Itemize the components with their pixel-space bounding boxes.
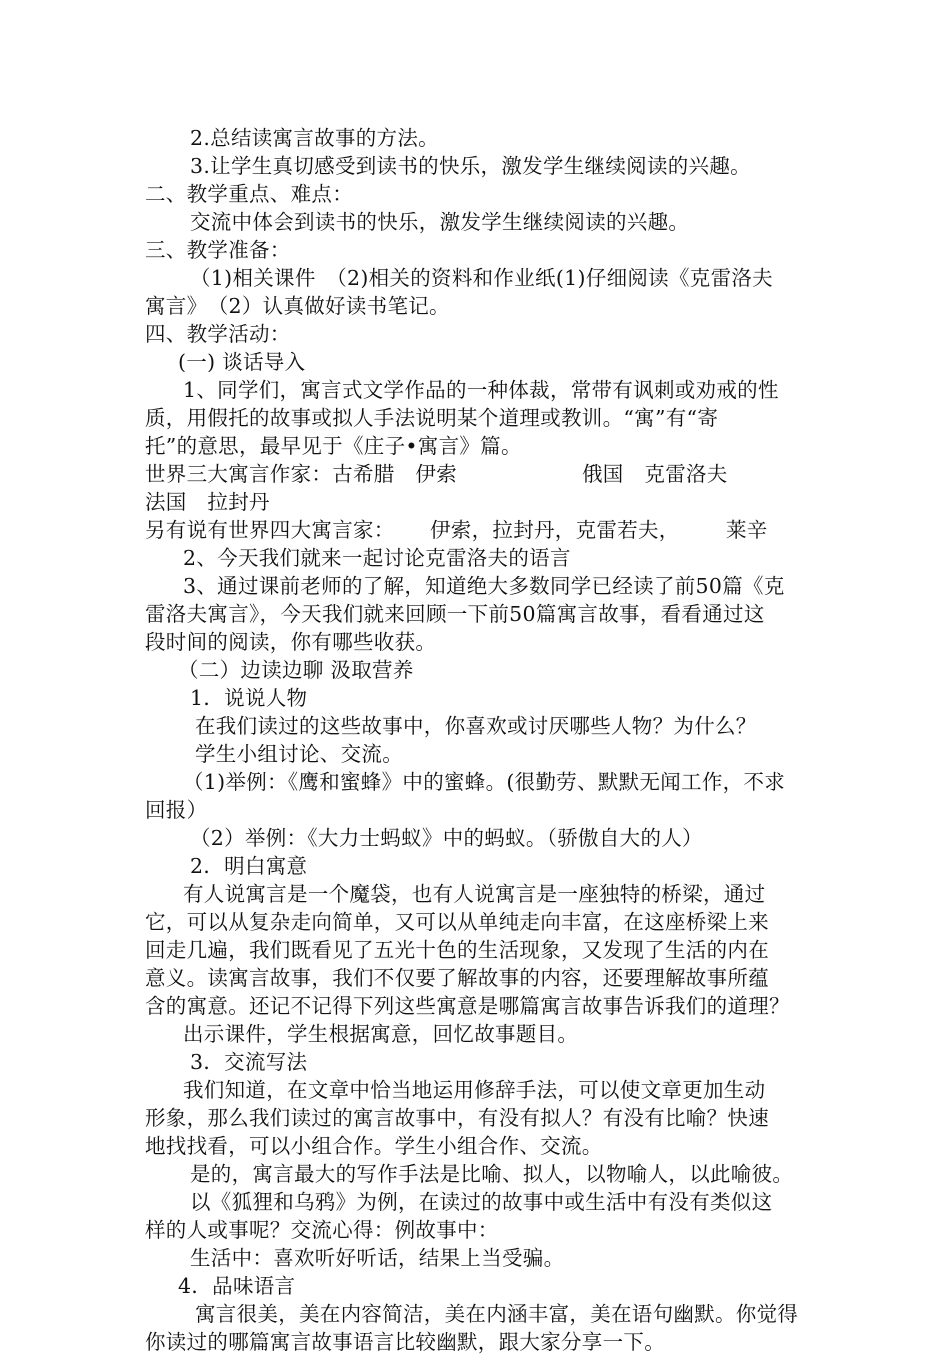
paragraph-line: 形象，那么我们读过的寓言故事中，有没有拟人？有没有比喻？快速 — [145, 1106, 769, 1130]
paragraph-line: 寓言很美，美在内容简洁，美在内涵丰富，美在语句幽默。你觉得 — [195, 1302, 799, 1326]
item-heading-characters: 1．说说人物 — [190, 686, 308, 710]
paragraph-line: 我们知道，在文章中恰当地运用修辞手法，可以使文章更加生动 — [183, 1078, 766, 1102]
four-fabulists-names: 伊索，拉封丹，克雷若夫， — [430, 518, 680, 542]
example-1: （1)举例：《鹰和蜜蜂》中的蜜蜂。(很勤劳、默默无闻工作，不求 — [183, 770, 786, 794]
item-heading-language: 4．品味语言 — [178, 1274, 296, 1298]
paragraph-line: 是的，寓言最大的写作手法是比喻、拟人，以物喻人，以此喻彼。 — [190, 1162, 794, 1186]
paragraph-line: 2、今天我们就来一起讨论克雷洛夫的语言 — [183, 546, 571, 570]
paragraph-line: 质，用假托的故事或拟人手法说明某个道理或教训。“寓”有“寄 — [145, 406, 719, 430]
paragraph-line: 意义。读寓言故事，我们不仅要了解故事的内容，还要理解故事所蕴 — [145, 966, 769, 990]
example-1-continued: 回报） — [145, 798, 208, 822]
preparation-line-1: （1)相关课件 （2)相关的资料和作业纸(1)仔细阅读《克雷洛夫 — [190, 266, 773, 290]
four-fabulists-label: 另有说有世界四大寓言家： — [145, 518, 395, 542]
paragraph-line: 学生小组讨论、交流。 — [195, 742, 403, 766]
paragraph-line: 生活中：喜欢听好听话，结果上当受骗。 — [190, 1246, 565, 1270]
paragraph-line: 雷洛夫寓言》，今天我们就来回顾一下前50篇寓言故事，看看通过这 — [145, 602, 765, 626]
paragraph-line: 托”的意思，最早见于《庄子•寓言》篇。 — [145, 434, 522, 458]
example-2: （2）举例：《大力士蚂蚁》中的蚂蚁。（骄傲自大的人） — [190, 826, 703, 850]
paragraph-line: 有人说寓言是一个魔袋，也有人说寓言是一座独特的桥梁，通过 — [183, 882, 766, 906]
section-heading-preparation: 三、教学准备： — [145, 238, 291, 262]
three-fabulists-line: 世界三大寓言作家：古希腊 伊索 — [145, 462, 457, 486]
item-heading-writing: 3．交流写法 — [190, 1050, 308, 1074]
paragraph-line: 你读过的哪篇寓言故事语言比较幽默，跟大家分享一下。 — [145, 1330, 665, 1354]
preparation-line-2: 寓言》 （2）认真做好读书笔记。 — [145, 294, 450, 318]
subsection-intro-heading: (一) 谈话导入 — [178, 350, 306, 374]
paragraph-line: 回走几遍，我们既看见了五光十色的生活现象，又发现了生活的内在 — [145, 938, 769, 962]
paragraph-line: 地找找看，可以小组合作。学生小组合作、交流。 — [145, 1134, 603, 1158]
key-points-text: 交流中体会到读书的快乐，激发学生继续阅读的兴趣。 — [190, 210, 690, 234]
paragraph-line: 1、同学们，寓言式文学作品的一种体裁，常带有讽刺或劝戒的性 — [183, 378, 779, 402]
section-heading-activities: 四、教学活动： — [145, 322, 291, 346]
paragraph-line: 含的寓意。还记不记得下列这些寓意是哪篇寓言故事告诉我们的道理？ — [145, 994, 790, 1018]
paragraph-line: 出示课件，学生根据寓意，回忆故事题目。 — [183, 1022, 579, 1046]
three-fabulists-russia: 俄国 克雷洛夫 — [582, 462, 728, 486]
paragraph-line: 样的人或事呢？交流心得：例故事中： — [145, 1218, 499, 1242]
three-fabulists-france: 法国 拉封丹 — [145, 490, 270, 514]
section-heading-key-points: 二、教学重点、难点： — [145, 182, 353, 206]
four-fabulists-last: 莱辛 — [726, 518, 768, 542]
paragraph-line: 3、通过课前老师的了解，知道绝大多数同学已经读了前50篇《克 — [183, 574, 785, 598]
paragraph-line: 段时间的阅读，你有哪些收获。 — [145, 630, 437, 654]
paragraph-line: 以《狐狸和乌鸦》为例，在读过的故事中或生活中有没有类似这 — [190, 1190, 773, 1214]
subsection-reading-heading: （二）边读边聊 汲取营养 — [178, 658, 414, 682]
item-heading-meaning: 2．明白寓意 — [190, 854, 308, 878]
objective-3: 3.让学生真切感受到读书的快乐，激发学生继续阅读的兴趣。 — [190, 154, 751, 178]
paragraph-line: 在我们读过的这些故事中，你喜欢或讨厌哪些人物？为什么？ — [195, 714, 757, 738]
paragraph-line: 它，可以从复杂走向简单，又可以从单纯走向丰富，在这座桥梁上来 — [145, 910, 769, 934]
objective-2: 2.总结读寓言故事的方法。 — [190, 126, 439, 150]
